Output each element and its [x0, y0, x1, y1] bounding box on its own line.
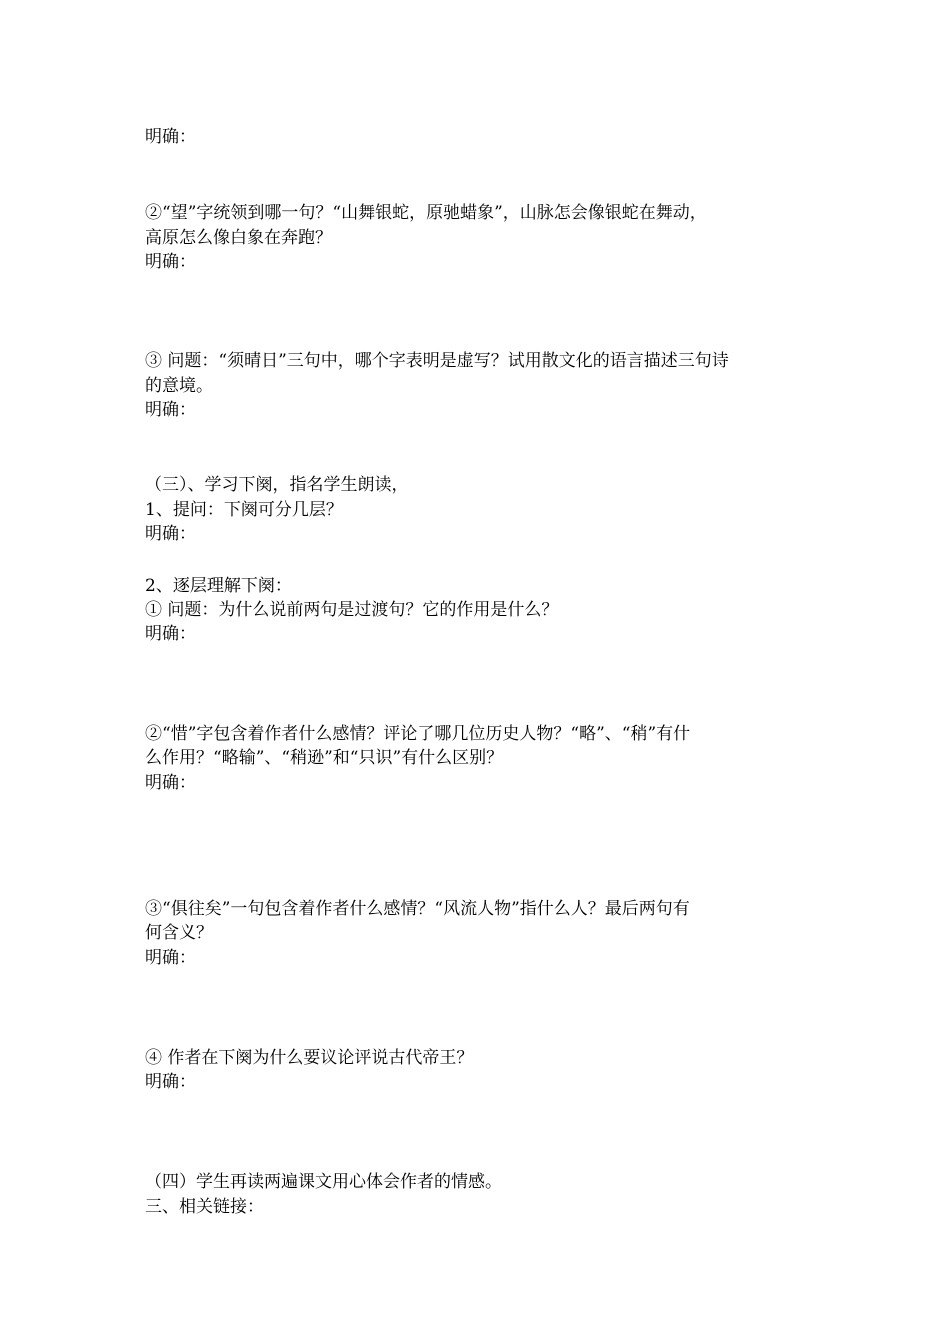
part-3-heading: 三、相关链接：: [145, 1197, 264, 1217]
item-2-heading: 2、逐层理解下阕：: [145, 576, 292, 596]
question-3-line-2: 的意境。: [145, 376, 213, 396]
answer-label: 明确：: [145, 524, 196, 544]
section-3-heading: （三）、学习下阕，指名学生朗读，: [145, 475, 409, 495]
section-4-heading: （四）学生再读两遍课文用心体会作者的情感。: [145, 1172, 502, 1192]
answer-label: 明确：: [145, 1072, 196, 1092]
subquestion-3-line-2: 何含义？: [145, 923, 213, 943]
answer-label: 明确：: [145, 624, 196, 644]
subquestion-2-line-1: ②“惜”字包含着作者什么感情？评论了哪几位历史人物？“略”、“稍”有什: [145, 724, 691, 744]
subquestion-1: ① 问题：为什么说前两句是过渡句？它的作用是什么？: [145, 600, 559, 620]
question-3-line-1: ③ 问题：“须晴日”三句中，哪个字表明是虚写？试用散文化的语言描述三句诗: [145, 351, 729, 371]
subquestion-3-line-1: ③“俱往矣”一句包含着作者什么感情？“风流人物”指什么人？最后两句有: [145, 899, 690, 919]
subquestion-2-line-2: 么作用？“略输”、“稍逊”和“只识”有什么区别？: [145, 748, 504, 768]
answer-label: 明确：: [145, 400, 196, 420]
answer-label: 明确：: [145, 127, 196, 147]
answer-label: 明确：: [145, 252, 196, 272]
question-2-line-2: 高原怎么像白象在奔跑？: [145, 228, 332, 248]
answer-label: 明确：: [145, 948, 196, 968]
answer-label: 明确：: [145, 773, 196, 793]
subquestion-4: ④ 作者在下阕为什么要议论评说古代帝王？: [145, 1048, 474, 1068]
question-2-line-1: ②“望”字统领到哪一句？“山舞银蛇，原驰蜡象”，山脉怎会像银蛇在舞动，: [145, 203, 707, 223]
item-1-question: 1、提问：下阕可分几层？: [145, 500, 343, 520]
